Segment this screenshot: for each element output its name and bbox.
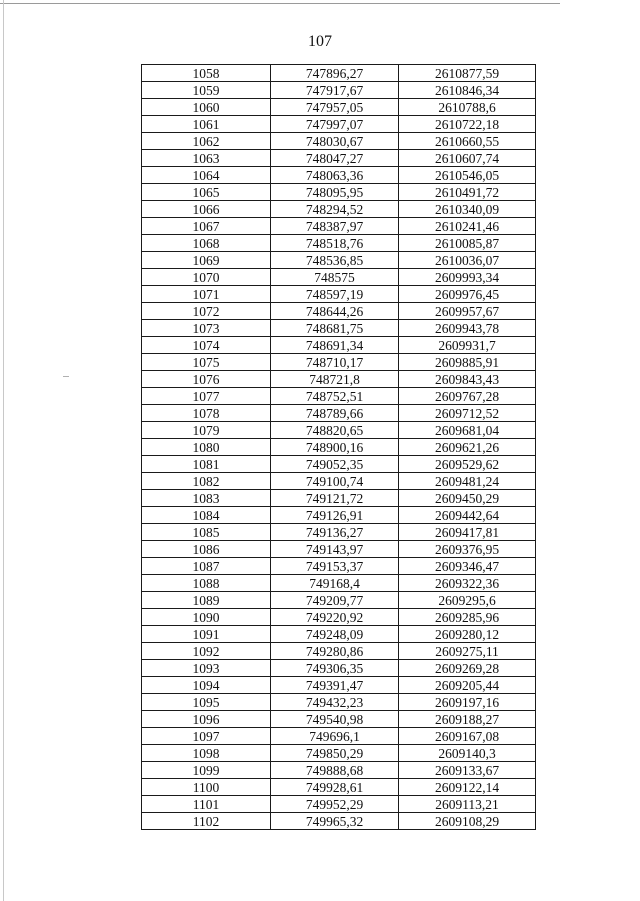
table-row xyxy=(142,150,536,167)
table-row xyxy=(142,558,536,575)
x-coordinate-cell: 747896,27 xyxy=(271,65,399,82)
table-row xyxy=(142,337,536,354)
x-coordinate-cell: 749952,29 xyxy=(271,796,399,813)
point-number-cell: 1100 xyxy=(142,779,271,796)
y-coordinate-cell: 2609108,29 xyxy=(399,813,536,830)
table-row xyxy=(142,813,536,830)
table-row xyxy=(142,405,536,422)
table-row xyxy=(142,711,536,728)
y-coordinate-cell: 2609417,81 xyxy=(399,524,536,541)
x-coordinate-cell: 748575 xyxy=(271,269,399,286)
table-row xyxy=(142,745,536,762)
x-coordinate-cell: 749540,98 xyxy=(271,711,399,728)
table-row xyxy=(142,82,536,99)
point-number-cell: 1058 xyxy=(142,65,271,82)
y-coordinate-cell: 2609269,28 xyxy=(399,660,536,677)
y-coordinate-cell: 2609885,91 xyxy=(399,354,536,371)
y-coordinate-cell: 2609943,78 xyxy=(399,320,536,337)
x-coordinate-cell: 749168,4 xyxy=(271,575,399,592)
table-row xyxy=(142,575,536,592)
table-row xyxy=(142,133,536,150)
point-number-cell: 1061 xyxy=(142,116,271,133)
y-coordinate-cell: 2610877,59 xyxy=(399,65,536,82)
point-number-cell: 1071 xyxy=(142,286,271,303)
y-coordinate-cell: 2610340,09 xyxy=(399,201,536,218)
x-coordinate-cell: 747917,67 xyxy=(271,82,399,99)
table-row xyxy=(142,269,536,286)
x-coordinate-cell: 748030,67 xyxy=(271,133,399,150)
point-number-cell: 1068 xyxy=(142,235,271,252)
y-coordinate-cell: 2610546,05 xyxy=(399,167,536,184)
x-coordinate-cell: 748789,66 xyxy=(271,405,399,422)
x-coordinate-cell: 749248,09 xyxy=(271,626,399,643)
x-coordinate-cell: 749391,47 xyxy=(271,677,399,694)
point-number-cell: 1098 xyxy=(142,745,271,762)
y-coordinate-cell: 2610036,07 xyxy=(399,252,536,269)
y-coordinate-cell: 2609993,34 xyxy=(399,269,536,286)
x-coordinate-cell: 748644,26 xyxy=(271,303,399,320)
point-number-cell: 1102 xyxy=(142,813,271,830)
point-number-cell: 1084 xyxy=(142,507,271,524)
y-coordinate-cell: 2609188,27 xyxy=(399,711,536,728)
point-number-cell: 1093 xyxy=(142,660,271,677)
point-number-cell: 1083 xyxy=(142,490,271,507)
x-coordinate-cell: 748820,65 xyxy=(271,422,399,439)
y-coordinate-cell: 2609442,64 xyxy=(399,507,536,524)
x-coordinate-cell: 749052,35 xyxy=(271,456,399,473)
point-number-cell: 1063 xyxy=(142,150,271,167)
table-row xyxy=(142,218,536,235)
point-number-cell: 1091 xyxy=(142,626,271,643)
table-row xyxy=(142,388,536,405)
y-coordinate-cell: 2609621,26 xyxy=(399,439,536,456)
point-number-cell: 1082 xyxy=(142,473,271,490)
x-coordinate-cell: 748597,19 xyxy=(271,286,399,303)
x-coordinate-cell: 748710,17 xyxy=(271,354,399,371)
point-number-cell: 1086 xyxy=(142,541,271,558)
point-number-cell: 1067 xyxy=(142,218,271,235)
x-coordinate-cell: 749696,1 xyxy=(271,728,399,745)
table-row xyxy=(142,524,536,541)
y-coordinate-cell: 2609767,28 xyxy=(399,388,536,405)
x-coordinate-cell: 749928,61 xyxy=(271,779,399,796)
y-coordinate-cell: 2609712,52 xyxy=(399,405,536,422)
point-number-cell: 1097 xyxy=(142,728,271,745)
x-coordinate-cell: 748900,16 xyxy=(271,439,399,456)
x-coordinate-cell: 747957,05 xyxy=(271,99,399,116)
coordinates-table-body xyxy=(142,65,536,830)
y-coordinate-cell: 2609481,24 xyxy=(399,473,536,490)
point-number-cell: 1076 xyxy=(142,371,271,388)
y-coordinate-cell: 2609346,47 xyxy=(399,558,536,575)
point-number-cell: 1085 xyxy=(142,524,271,541)
point-number-cell: 1090 xyxy=(142,609,271,626)
y-coordinate-cell: 2610085,87 xyxy=(399,235,536,252)
point-number-cell: 1072 xyxy=(142,303,271,320)
point-number-cell: 1064 xyxy=(142,167,271,184)
table-row xyxy=(142,371,536,388)
point-number-cell: 1066 xyxy=(142,201,271,218)
point-number-cell: 1096 xyxy=(142,711,271,728)
table-row xyxy=(142,490,536,507)
x-coordinate-cell: 748294,52 xyxy=(271,201,399,218)
table-row xyxy=(142,796,536,813)
x-coordinate-cell: 749280,86 xyxy=(271,643,399,660)
table-row xyxy=(142,473,536,490)
x-coordinate-cell: 748721,8 xyxy=(271,371,399,388)
y-coordinate-cell: 2609205,44 xyxy=(399,677,536,694)
y-coordinate-cell: 2609681,04 xyxy=(399,422,536,439)
y-coordinate-cell: 2610660,55 xyxy=(399,133,536,150)
scan-artifact xyxy=(63,376,69,377)
table-row xyxy=(142,320,536,337)
y-coordinate-cell: 2609113,21 xyxy=(399,796,536,813)
table-row xyxy=(142,507,536,524)
table-row xyxy=(142,354,536,371)
table-row xyxy=(142,167,536,184)
x-coordinate-cell: 748387,97 xyxy=(271,218,399,235)
x-coordinate-cell: 749121,72 xyxy=(271,490,399,507)
table-row xyxy=(142,456,536,473)
table-row xyxy=(142,235,536,252)
x-coordinate-cell: 748095,95 xyxy=(271,184,399,201)
point-number-cell: 1094 xyxy=(142,677,271,694)
point-number-cell: 1070 xyxy=(142,269,271,286)
x-coordinate-cell: 747997,07 xyxy=(271,116,399,133)
table-row xyxy=(142,779,536,796)
y-coordinate-cell: 2609976,45 xyxy=(399,286,536,303)
x-coordinate-cell: 749850,29 xyxy=(271,745,399,762)
y-coordinate-cell: 2609197,16 xyxy=(399,694,536,711)
y-coordinate-cell: 2610491,72 xyxy=(399,184,536,201)
table-row xyxy=(142,541,536,558)
point-number-cell: 1079 xyxy=(142,422,271,439)
table-row xyxy=(142,184,536,201)
point-number-cell: 1075 xyxy=(142,354,271,371)
point-number-cell: 1088 xyxy=(142,575,271,592)
x-coordinate-cell: 748518,76 xyxy=(271,235,399,252)
table-row xyxy=(142,65,536,82)
y-coordinate-cell: 2609140,3 xyxy=(399,745,536,762)
point-number-cell: 1101 xyxy=(142,796,271,813)
y-coordinate-cell: 2610607,74 xyxy=(399,150,536,167)
y-coordinate-cell: 2609957,67 xyxy=(399,303,536,320)
point-number-cell: 1078 xyxy=(142,405,271,422)
y-coordinate-cell: 2609280,12 xyxy=(399,626,536,643)
point-number-cell: 1074 xyxy=(142,337,271,354)
y-coordinate-cell: 2609275,11 xyxy=(399,643,536,660)
table-row xyxy=(142,116,536,133)
y-coordinate-cell: 2609376,95 xyxy=(399,541,536,558)
x-coordinate-cell: 748752,51 xyxy=(271,388,399,405)
table-row xyxy=(142,762,536,779)
point-number-cell: 1060 xyxy=(142,99,271,116)
point-number-cell: 1065 xyxy=(142,184,271,201)
x-coordinate-cell: 749153,37 xyxy=(271,558,399,575)
x-coordinate-cell: 749100,74 xyxy=(271,473,399,490)
y-coordinate-cell: 2610846,34 xyxy=(399,82,536,99)
point-number-cell: 1087 xyxy=(142,558,271,575)
table-row xyxy=(142,99,536,116)
y-coordinate-cell: 2610241,46 xyxy=(399,218,536,235)
y-coordinate-cell: 2609529,62 xyxy=(399,456,536,473)
x-coordinate-cell: 749888,68 xyxy=(271,762,399,779)
page-number: 107 xyxy=(308,33,332,50)
point-number-cell: 1069 xyxy=(142,252,271,269)
table-row xyxy=(142,201,536,218)
point-number-cell: 1062 xyxy=(142,133,271,150)
point-number-cell: 1080 xyxy=(142,439,271,456)
coordinates-table xyxy=(141,64,536,830)
point-number-cell: 1099 xyxy=(142,762,271,779)
x-coordinate-cell: 748681,75 xyxy=(271,320,399,337)
y-coordinate-cell: 2610722,18 xyxy=(399,116,536,133)
y-coordinate-cell: 2609843,43 xyxy=(399,371,536,388)
point-number-cell: 1095 xyxy=(142,694,271,711)
table-row xyxy=(142,609,536,626)
y-coordinate-cell: 2609322,36 xyxy=(399,575,536,592)
x-coordinate-cell: 748047,27 xyxy=(271,150,399,167)
point-number-cell: 1073 xyxy=(142,320,271,337)
y-coordinate-cell: 2609133,67 xyxy=(399,762,536,779)
x-coordinate-cell: 749432,23 xyxy=(271,694,399,711)
x-coordinate-cell: 749209,77 xyxy=(271,592,399,609)
x-coordinate-cell: 748536,85 xyxy=(271,252,399,269)
y-coordinate-cell: 2609295,6 xyxy=(399,592,536,609)
table-row xyxy=(142,677,536,694)
table-row xyxy=(142,626,536,643)
table-row xyxy=(142,694,536,711)
table-row xyxy=(142,303,536,320)
point-number-cell: 1092 xyxy=(142,643,271,660)
point-number-cell: 1081 xyxy=(142,456,271,473)
x-coordinate-cell: 748691,34 xyxy=(271,337,399,354)
y-coordinate-cell: 2609122,14 xyxy=(399,779,536,796)
table-row xyxy=(142,422,536,439)
y-coordinate-cell: 2609931,7 xyxy=(399,337,536,354)
left-border-line xyxy=(3,0,4,901)
table-row xyxy=(142,592,536,609)
y-coordinate-cell: 2609167,08 xyxy=(399,728,536,745)
x-coordinate-cell: 749143,97 xyxy=(271,541,399,558)
x-coordinate-cell: 749306,35 xyxy=(271,660,399,677)
table-row xyxy=(142,439,536,456)
x-coordinate-cell: 749220,92 xyxy=(271,609,399,626)
y-coordinate-cell: 2610788,6 xyxy=(399,99,536,116)
x-coordinate-cell: 748063,36 xyxy=(271,167,399,184)
table-row xyxy=(142,286,536,303)
point-number-cell: 1089 xyxy=(142,592,271,609)
table-row xyxy=(142,728,536,745)
table-row xyxy=(142,252,536,269)
x-coordinate-cell: 749136,27 xyxy=(271,524,399,541)
y-coordinate-cell: 2609450,29 xyxy=(399,490,536,507)
table-row xyxy=(142,643,536,660)
table-row xyxy=(142,660,536,677)
point-number-cell: 1059 xyxy=(142,82,271,99)
x-coordinate-cell: 749965,32 xyxy=(271,813,399,830)
top-border-line xyxy=(0,3,560,4)
x-coordinate-cell: 749126,91 xyxy=(271,507,399,524)
point-number-cell: 1077 xyxy=(142,388,271,405)
y-coordinate-cell: 2609285,96 xyxy=(399,609,536,626)
